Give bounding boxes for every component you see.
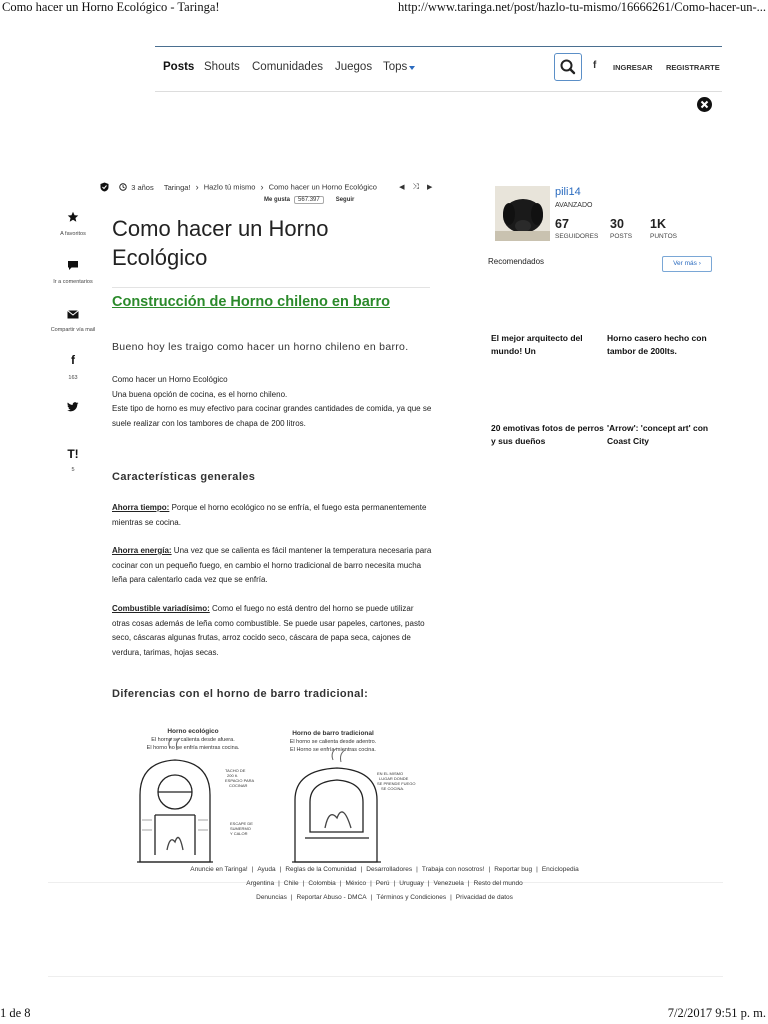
points-count: 1K [650, 217, 666, 231]
feature-term: Combustible variadísimo: [112, 604, 210, 613]
favorites-label: A favoritos [60, 231, 86, 237]
diagram-left-line: El horno se calienta desde afuera. [151, 737, 235, 743]
title-divider [112, 287, 430, 288]
footer-separator: | [370, 894, 373, 901]
footer-separator: | [427, 880, 430, 887]
feature-paragraph [112, 544, 432, 588]
diagram-right-line: El horno se calienta desde adentro. [289, 739, 377, 745]
comments-button[interactable] [50, 258, 96, 286]
footer-separator: | [251, 866, 254, 873]
posts-label: POSTS [610, 233, 633, 240]
ecological-oven-sketch [137, 738, 213, 862]
taringa-share-count: 5 [71, 467, 75, 473]
breadcrumb-category[interactable]: Hazlo tú mismo [203, 182, 256, 192]
taringa-icon: T! [67, 447, 79, 461]
footer-separator: | [488, 866, 491, 873]
footer-link[interactable]: Perú [375, 880, 390, 887]
post-age: 3 años [131, 182, 154, 192]
traditional-oven-sketch [292, 748, 381, 862]
feature-paragraph [112, 501, 432, 530]
desc-line: Este tipo de horno es muy efectivo para cocinar grandes cantidades de comida, ya que se suele realizar con los tambores de chapa de 200 litros. [112, 404, 432, 428]
post-intro: Bueno hoy les traigo como hacer un horno chileno en barro. [112, 341, 409, 353]
previous-post-icon[interactable]: ◀ [399, 184, 405, 192]
feature-term: Ahorra energía: [112, 546, 172, 555]
print-page-number: 1 de 8 [0, 1006, 31, 1020]
footer-link[interactable]: Anuncie en Taringa! [190, 866, 248, 873]
print-date: 7/2/2017 9:51 p. m. [667, 1006, 766, 1020]
feature-term: Ahorra tiempo: [112, 503, 170, 512]
oven-comparison-diagram [115, 720, 433, 868]
footer-separator: | [290, 894, 293, 901]
comment-icon [67, 260, 79, 271]
chevron-right-icon: › [698, 260, 701, 267]
print-page-url: http://www.taringa.net/post/hazlo-tu-mismo/16666261/Como-hacer-un-... [398, 0, 766, 14]
footer-separator: | [416, 866, 418, 873]
comments-label: Ir a comentarios [53, 279, 93, 285]
footer-link[interactable]: Denuncias [256, 894, 287, 901]
diagram-left-note: ESCAPE DE SUMERMO Y CALOR [230, 821, 253, 836]
section-title-features: Características generales [112, 471, 256, 483]
footer-link[interactable]: Argentina [246, 880, 275, 887]
author-avatar[interactable] [495, 186, 550, 241]
footer-link[interactable]: Desarrolladores [366, 866, 413, 873]
search-button[interactable] [554, 53, 582, 81]
next-post-icon[interactable]: ▶ [427, 184, 433, 192]
share-taringa-button[interactable] [50, 445, 96, 474]
nav-posts[interactable]: Posts [163, 61, 195, 73]
post-title: Como hacer un Horno Ecológico [112, 216, 329, 270]
recommended-post[interactable]: 'Arrow': 'concept art' con Coast City [607, 423, 709, 446]
follow-button[interactable]: Seguir [335, 197, 355, 203]
recommended-post[interactable]: Horno casero hecho con tambor de 200lts. [607, 333, 707, 356]
posts-count: 30 [610, 217, 624, 231]
star-icon [67, 211, 79, 223]
like-count: 567.397 [294, 196, 324, 204]
desc-line: Como hacer un Horno Ecológico [112, 375, 228, 384]
search-icon [555, 54, 581, 80]
feature-text: Una vez que se calienta es fácil mantener la temperatura necesaria para cocinar con un pequeño fuego, en cambio el horno tradicional de barro necesita mucha leña para calentarlo cada vez que se enfría. [112, 546, 432, 584]
footer-link[interactable]: Privacidad de datos [455, 894, 513, 901]
followers-label: SEGUIDORES [555, 233, 599, 240]
footer-link[interactable]: Uruguay [399, 880, 424, 887]
footer-link[interactable]: Trabaja con nosotros! [421, 866, 485, 873]
followers-count: 67 [555, 217, 569, 231]
footer-bottom-divider [48, 976, 723, 977]
footer-link[interactable]: Colombia [308, 880, 336, 887]
register-link[interactable]: REGISTRARTE [666, 63, 720, 72]
favorite-button[interactable] [50, 210, 96, 238]
footer-legal-links [112, 894, 657, 901]
share-mail-button[interactable] [50, 306, 96, 334]
twitter-icon [67, 402, 79, 412]
footer-separator: | [279, 866, 282, 873]
footer-country-links [112, 880, 657, 887]
mail-icon [67, 310, 79, 319]
share-twitter-button[interactable] [50, 399, 96, 417]
diagram-right-title: Horno de barro tradicional [292, 730, 374, 737]
caret-down-icon[interactable] [409, 66, 415, 70]
footer-link[interactable]: Resto del mundo [473, 880, 523, 887]
diagram-right-note: EN EL MISMO LUGAR DONDE SE PRENDE FUEGO SE COCINA. [377, 771, 416, 791]
footer-link[interactable]: Venezuela [433, 880, 464, 887]
footer-separator: | [339, 880, 342, 887]
footer-link[interactable]: Reportar Abuso - DMCA [296, 894, 367, 901]
nav-comunidades[interactable]: Comunidades [252, 61, 323, 73]
see-more-button[interactable] [662, 256, 712, 272]
footer-separator: | [278, 880, 280, 887]
points-label: PUNTOS [650, 233, 677, 240]
recommended-post[interactable]: El mejor arquitecto del mundo! Un [491, 333, 583, 356]
clock-icon [119, 183, 127, 191]
post-subheading: Construcción de Horno chileno en barro [112, 294, 390, 310]
footer-links-row [112, 866, 657, 873]
facebook-login-icon[interactable]: f [593, 60, 597, 71]
author-rank: AVANZADO [555, 202, 593, 209]
footer-separator: | [467, 880, 470, 887]
footer-link[interactable]: Reportar bug [494, 866, 533, 873]
footer-separator: | [450, 894, 452, 901]
recommended-post[interactable]: 20 emotivas fotos de perros y sus dueños [491, 423, 604, 446]
nav-juegos[interactable]: Juegos [335, 61, 373, 73]
feature-text: Porque el horno ecológico no se enfría, el fuego esta permanentemente mientras se cocina. [112, 503, 427, 527]
breadcrumb-site[interactable]: Taringa! [163, 182, 191, 192]
section-title-differences: Diferencias con el horno de barro tradicional: [112, 688, 369, 700]
diagram-left-note: TACHO DE 200 lt. ESPACIO PARA COCINAR [225, 768, 254, 788]
footer-link[interactable]: Enciclopedia [541, 866, 579, 873]
diagram-left-title: Horno ecológico [167, 728, 219, 735]
facebook-icon: f [71, 353, 75, 367]
recommended-heading: Recomendados [488, 257, 545, 266]
breadcrumb [100, 182, 432, 194]
footer-separator: | [302, 880, 305, 887]
facebook-share-count: 163 [68, 375, 78, 381]
footer-link[interactable]: Chile [283, 880, 299, 887]
nav-shouts[interactable]: Shouts [204, 61, 240, 73]
login-link[interactable]: INGRESAR [613, 63, 653, 72]
share-facebook-button[interactable] [50, 351, 96, 382]
breadcrumb-separator-icon: › [195, 182, 199, 193]
footer-separator: | [393, 880, 396, 887]
desc-line: Una buena opción de cocina, es el horno chileno. [112, 389, 288, 399]
footer-link[interactable]: México [345, 880, 367, 887]
close-x-glyph [697, 97, 712, 112]
shield-check-icon [100, 182, 109, 192]
breadcrumb-separator-icon: › [260, 182, 264, 193]
random-post-icon[interactable]: ⤨ [412, 182, 419, 192]
see-more-label: Ver más [673, 260, 697, 267]
close-icon[interactable] [697, 97, 712, 112]
diagram-left-line: El horno no se enfría mientras cocina. [146, 745, 240, 751]
footer-link[interactable]: Términos y Condiciones [376, 894, 447, 901]
feature-paragraph [112, 602, 432, 660]
top-navigation [155, 46, 722, 92]
author-name[interactable]: pili14 [555, 186, 581, 198]
print-page-title: Como hacer un Horno Ecológico - Taringa! [2, 0, 220, 14]
breadcrumb-current: Como hacer un Horno Ecológico [268, 182, 377, 192]
nav-tops[interactable]: Tops [383, 61, 408, 73]
mail-label: Compartir vía mail [50, 327, 96, 333]
feature-text: Como el fuego no está dentro del horno se puede utilizar otras cosas además de leña como combustible. Se puede usar papeles, cartones, pasto seco, cáscaras algunas frutas, arroz cocido seco, cáscara de papa seca, cajones de verdura, tarimas, hojas secas. [112, 604, 425, 657]
like-button[interactable]: Me gusta [264, 197, 291, 203]
footer-link[interactable]: Reglas de la Comunidad [285, 866, 357, 873]
footer-separator: | [536, 866, 538, 873]
diagram-right-line: El Horno se enfría mientras cocina. [290, 747, 376, 753]
footer-link[interactable]: Ayuda [257, 866, 276, 873]
likes-row [264, 196, 354, 204]
post-description [112, 373, 437, 431]
footer-separator: | [360, 866, 363, 873]
footer-separator: | [370, 880, 372, 887]
